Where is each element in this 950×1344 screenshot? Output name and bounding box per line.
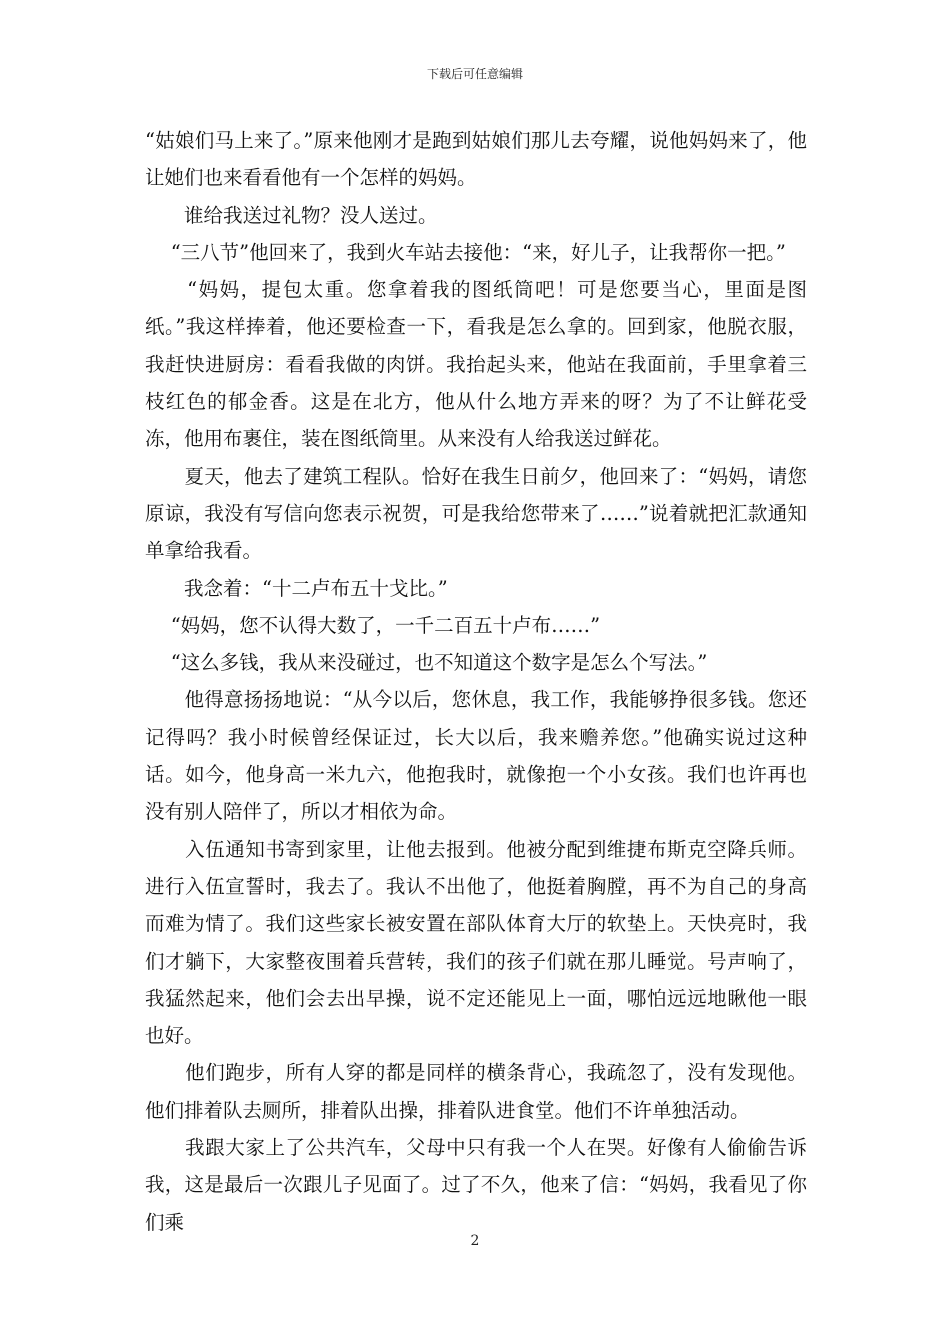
page-number: 2 xyxy=(470,1233,480,1249)
paragraph: 谁给我送过礼物？没人送过。 xyxy=(145,203,438,227)
paragraph: 我念着：“十二卢布五十戈比。” xyxy=(145,576,448,600)
paragraph: 他得意扬扬地说：“从今以后，您休息，我工作，我能够挣很多钱。您还记得吗？我小时候曾经保证过，长大以后，我来赡养您。”他确实说过这种话。如今，他身高一米九六，他抱我时，就像抱一个小女孩。我们也许再也没有别人陪伴了，所以才相依为命。 xyxy=(145,688,807,824)
paragraph: “妈妈，提包太重。您拿着我的图纸筒吧！可是您要当心，里面是图纸。”我这样捧着，他还要检查一下，看我是怎么拿的。回到家，他脱衣服，我赶快进厨房：看看我做的肉饼。我抬起头来，他站在我面前，手里拿着三枝红色的郁金香。这是在北方，他从什么地方弄来的呀？为了不让鲜花受冻，他用布裹住，装在图纸筒里。从来没有人给我送过鲜花。 xyxy=(145,278,807,451)
paragraph: 入伍通知书寄到家里，让他去报到。他被分配到维捷布斯克空降兵师。进行入伍宣誓时，我去了。我认不出他了，他挺着胸膛，再不为自己的身高而难为情了。我们这些家长被安置在部队体育大厅的软垫上。天快亮时，我们才躺下，大家整夜围着兵营转，我们的孩子们就在那儿睡觉。号声响了，我猛然起来，他们会去出早操，说不定还能见上一面，哪怕远远地瞅他一眼也好。 xyxy=(145,837,807,1048)
paragraph: 我跟大家上了公共汽车，父母中只有我一个人在哭。好像有人偷偷告诉我，这是最后一次跟儿子见面了。过了不久，他来了信：“妈妈，我看见了你们乘 xyxy=(145,1136,807,1234)
paragraph: “妈妈，您不认得大数了，一千二百五十卢布……” xyxy=(145,613,601,637)
document-body xyxy=(145,122,807,1241)
paragraph: 他们跑步，所有人穿的都是同样的横条背心，我疏忽了，没有发现他。他们排着队去厕所，排着队出操，排着队进食堂。他们不许单独活动。 xyxy=(145,1061,807,1122)
paragraph: 夏天，他去了建筑工程队。恰好在我生日前夕，他回来了：“妈妈，请您原谅，我没有写信向您表示祝贺，可是我给您带来了……”说着就把汇款通知单拿给我看。 xyxy=(145,464,807,563)
paragraph: “三八节”他回来了，我到火车站去接他：“来，好儿子，让我帮你一把。” xyxy=(145,240,786,264)
page-header: 下载后可任意编辑 xyxy=(426,67,523,81)
paragraph: “这么多钱，我从来没碰过，也不知道这个数字是怎么个写法。” xyxy=(145,651,708,675)
paragraph: “姑娘们马上来了。”原来他刚才是跑到姑娘们那儿去夸耀，说他妈妈来了，他让她们也来看看他有一个怎样的妈妈。 xyxy=(145,129,807,190)
